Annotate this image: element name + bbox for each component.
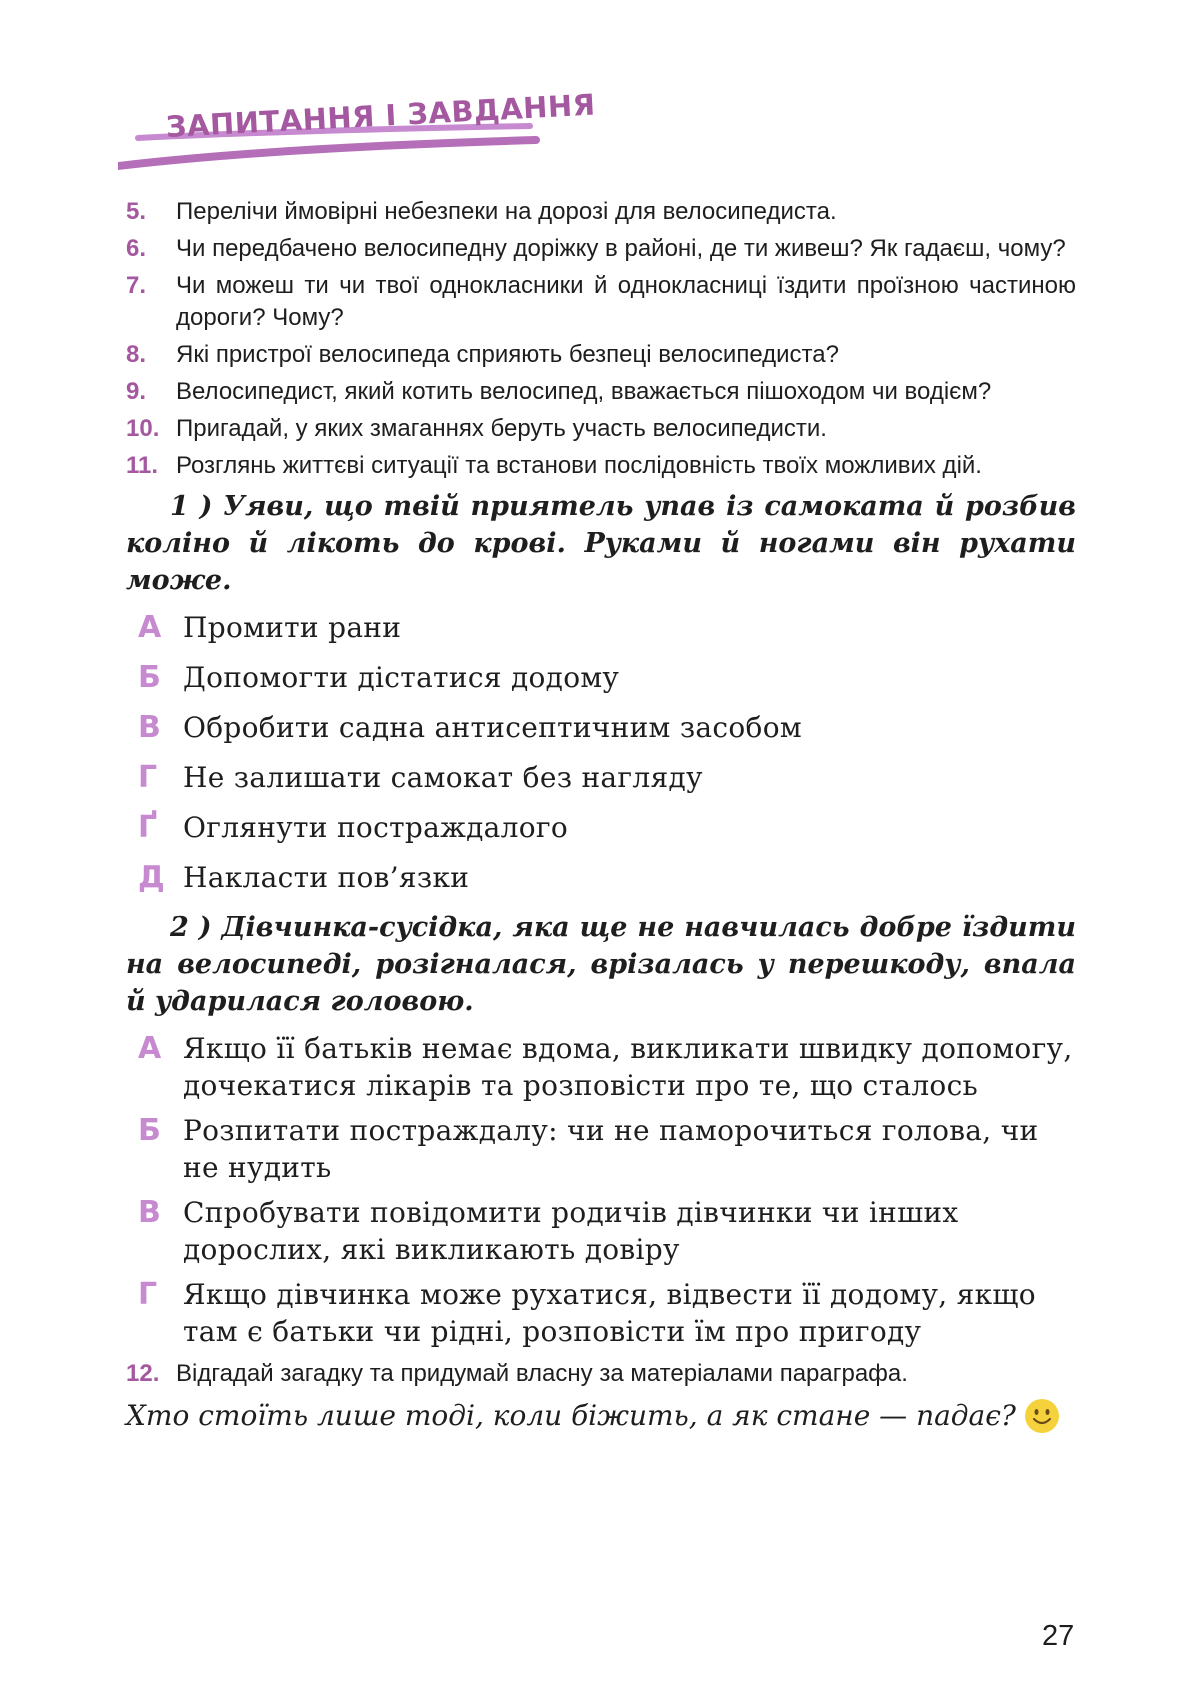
option-text: Оглянути постраждалого xyxy=(183,811,569,844)
option-letter: Г xyxy=(138,760,158,795)
option-letter: Ґ xyxy=(138,810,158,845)
question-number: 7. xyxy=(126,272,147,299)
option-text: Обробити садна антисептичним засобом xyxy=(183,711,802,744)
question-number: 5. xyxy=(126,198,147,225)
scenario-1-options xyxy=(138,609,1076,897)
option-letter: Д xyxy=(138,860,165,895)
question-number: 9. xyxy=(126,378,147,405)
question-item xyxy=(126,376,1076,408)
option-item xyxy=(138,759,1076,797)
option-text: Якщо дівчинка може рухатися, відвести її додому, якщо там є батьки чи рідні, розповісти їм про пригоду xyxy=(183,1278,1036,1348)
option-text: Накласти пов’язки xyxy=(183,861,470,894)
riddle xyxy=(126,1396,1076,1436)
smiley-icon xyxy=(1024,1398,1060,1434)
question-text: Які пристрої велосипеда сприяють безпеці велосипедиста? xyxy=(176,341,839,368)
question-item xyxy=(126,413,1076,445)
question-text: Перелічи ймовірні небезпеки на дорозі для велосипедиста. xyxy=(176,198,837,225)
question-item xyxy=(126,1358,1076,1390)
option-item xyxy=(138,1194,1076,1268)
question-number: 10. xyxy=(126,415,160,442)
question-item xyxy=(126,339,1076,371)
question-number: 11. xyxy=(126,452,159,479)
option-letter: В xyxy=(138,710,161,745)
scenario-1-text: 1 ) Уяви, що твій приятель упав із самоката й розбив коліно й лікоть до крові. Руками й ногами він рухати може. xyxy=(126,491,1076,596)
question-number: 6. xyxy=(126,235,147,262)
question-text: Розглянь життєві ситуації та встанови послідовність твоїх можливих дій. xyxy=(176,452,982,479)
question-item xyxy=(126,450,1076,482)
option-item xyxy=(138,859,1076,897)
option-letter: Г xyxy=(138,1277,158,1312)
question-text: Чи передбачено велосипедну доріжку в районі, де ти живеш? Як гадаєш, чому? xyxy=(176,235,1066,262)
option-item xyxy=(138,1112,1076,1186)
option-text: Допомогти дістатися додому xyxy=(183,661,620,694)
option-item xyxy=(138,659,1076,697)
option-item xyxy=(138,709,1076,747)
option-item xyxy=(138,1276,1076,1350)
option-letter: Б xyxy=(138,1113,161,1148)
question-number: 8. xyxy=(126,341,147,368)
option-text: Не залишати самокат без нагляду xyxy=(183,761,703,794)
question-number: 12. xyxy=(126,1360,160,1387)
option-text: Спробувати повідомити родичів дівчинки чи інших дорослих, які викликають довіру xyxy=(183,1196,959,1266)
option-letter: А xyxy=(138,1031,162,1066)
option-text: Якщо її батьків немає вдома, викликати швидку допомогу, дочекатися лікарів та розповісти про те, що сталось xyxy=(183,1032,1073,1102)
option-letter: А xyxy=(138,610,162,645)
option-item xyxy=(138,609,1076,647)
option-item xyxy=(138,809,1076,847)
scenario-2-options xyxy=(138,1030,1076,1350)
question-text: Чи можеш ти чи твої однокласники й однокласниці їздити проїзною частиною дороги? Чому? xyxy=(176,272,1076,331)
riddle-text: Хто стоїть лише тоді, коли біжить, а як стане — падає? xyxy=(126,1399,1016,1432)
question-text: Відгадай загадку та придумай власну за матеріалами параграфа. xyxy=(176,1360,908,1387)
heading-title: ЗАПИТАННЯ І ЗАВДАННЯ xyxy=(165,87,597,144)
questions-list xyxy=(126,196,1076,1436)
section-heading xyxy=(118,82,597,192)
option-letter: Б xyxy=(138,660,161,695)
question-text: Велосипедист, який котить велосипед, вважається пішоходом чи водієм? xyxy=(176,378,992,405)
question-item xyxy=(126,196,1076,228)
question-item xyxy=(126,270,1076,334)
scenario-2-text: 2 ) Дівчинка-сусідка, яка ще не навчилась добре їздити на велосипеді, розігналася, врізалась у перешкоду, впала й ударилася головою. xyxy=(126,912,1076,1017)
page-number: 27 xyxy=(1042,1620,1075,1652)
option-item xyxy=(138,1030,1076,1104)
question-item xyxy=(126,233,1076,265)
option-text: Розпитати постраждалу: чи не паморочиться голова, чи не нудить xyxy=(183,1114,1039,1184)
option-letter: В xyxy=(138,1195,161,1230)
option-text: Промити рани xyxy=(183,611,402,644)
question-text: Пригадай, у яких змаганнях беруть участь велосипедисти. xyxy=(176,415,827,442)
